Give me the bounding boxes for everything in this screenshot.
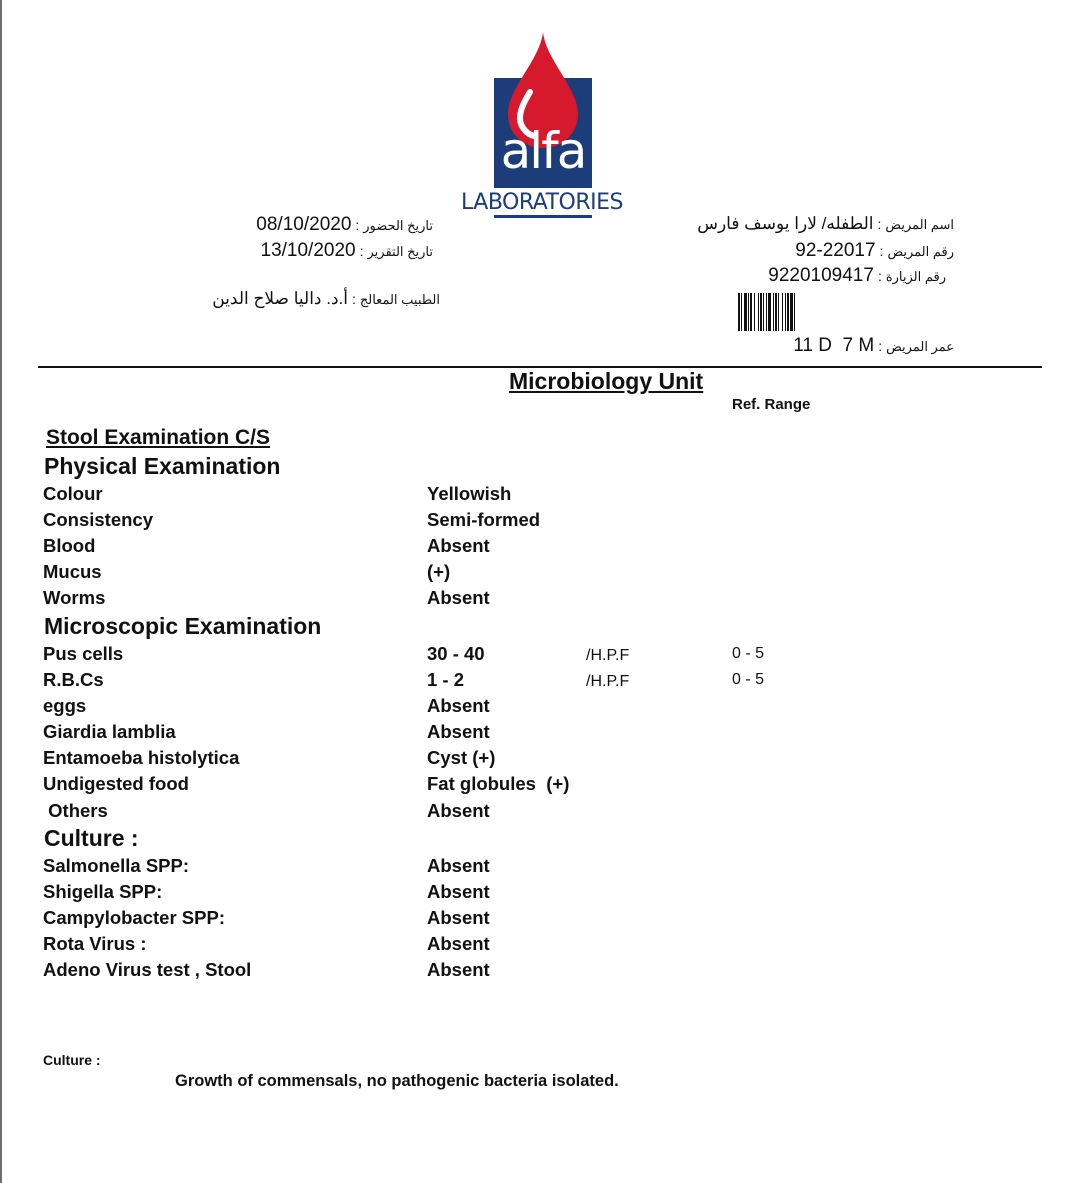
barcode-bar [754,293,755,331]
section-title: Microscopic Examination [44,613,322,639]
section-title: Culture : [44,825,139,851]
barcode-bar [782,293,783,331]
result-row: Campylobacter SPP: Absent [43,907,490,928]
logo-wordmark: alfa [500,122,586,180]
result-row: Pus cells 30 - 40 /H.P.F 0 - 5 [43,643,765,664]
barcode-bar [790,293,793,331]
result-row: Entamoeba histolytica Cyst (+) [43,747,496,768]
barcode-bar [744,293,747,331]
result-row: Giardia lamblia Absent [43,721,490,742]
result-row: Salmonella SPP: Absent [43,855,490,876]
barcode-bar [785,293,786,331]
result-row: Rota Virus : Absent [43,933,490,954]
unit-title: Microbiology Unit [509,368,704,394]
barcode-bar [750,293,752,331]
result-row: Worms Absent [43,587,490,608]
result-row: Mucus (+) [43,561,451,582]
barcode-bar [773,293,774,331]
barcode [738,293,836,331]
barcode-bar [758,293,759,331]
barcode-bar [787,293,789,331]
section-title: Physical Examination [44,453,281,479]
result-row: Others Absent [43,800,490,821]
barcode-bar [763,293,764,331]
barcode-bar [738,293,740,331]
culture-note-label: Culture : [43,1052,101,1068]
barcode-bar [766,293,767,331]
barcode-bar [794,293,795,331]
culture-note-text: Growth of commensals, no pathogenic bacteria isolated. [175,1072,619,1090]
visit-date: تاريخ الحضور:08/10/2020 [256,214,433,235]
ref-range-header: Ref. Range [732,396,811,413]
visit-number: رقم الزيارة:9220109417 [768,265,946,286]
patient-id: رقم المريض:92-22017 [795,240,954,261]
barcode-bar [768,293,771,331]
result-row: eggs Absent [43,695,490,716]
barcode-bar [741,293,742,331]
barcode-bar [778,293,779,331]
result-row: Colour Yellowish [43,483,512,504]
exam-title: Stool Examination C/S [46,426,271,449]
result-row: Undigested food Fat globules (+) [43,773,570,794]
report-date: تاريخ التقرير:13/10/2020 [260,240,433,261]
result-row: R.B.Cs 1 - 2 /H.P.F 0 - 5 [43,669,765,690]
alfa-logo [452,30,632,220]
patient-age: عمر المريض:11 D 7 M [793,335,954,356]
barcode-bar [760,293,762,331]
result-row: Consistency Semi-formed [43,509,541,530]
treating-doctor: الطبيب المعالج:أ.د. داليا صلاح الدين [212,289,440,308]
patient-name: اسم المريض:الطفله/ لارا يوسف فارس [697,214,954,233]
result-row: Blood Absent [43,535,490,556]
result-row: Adeno Virus test , Stool Absent [43,959,490,980]
barcode-bar [775,293,777,331]
logo-subtitle: LABORATORIES [452,188,632,215]
result-row: Shigella SPP: Absent [43,881,490,902]
barcode-bar [748,293,749,331]
